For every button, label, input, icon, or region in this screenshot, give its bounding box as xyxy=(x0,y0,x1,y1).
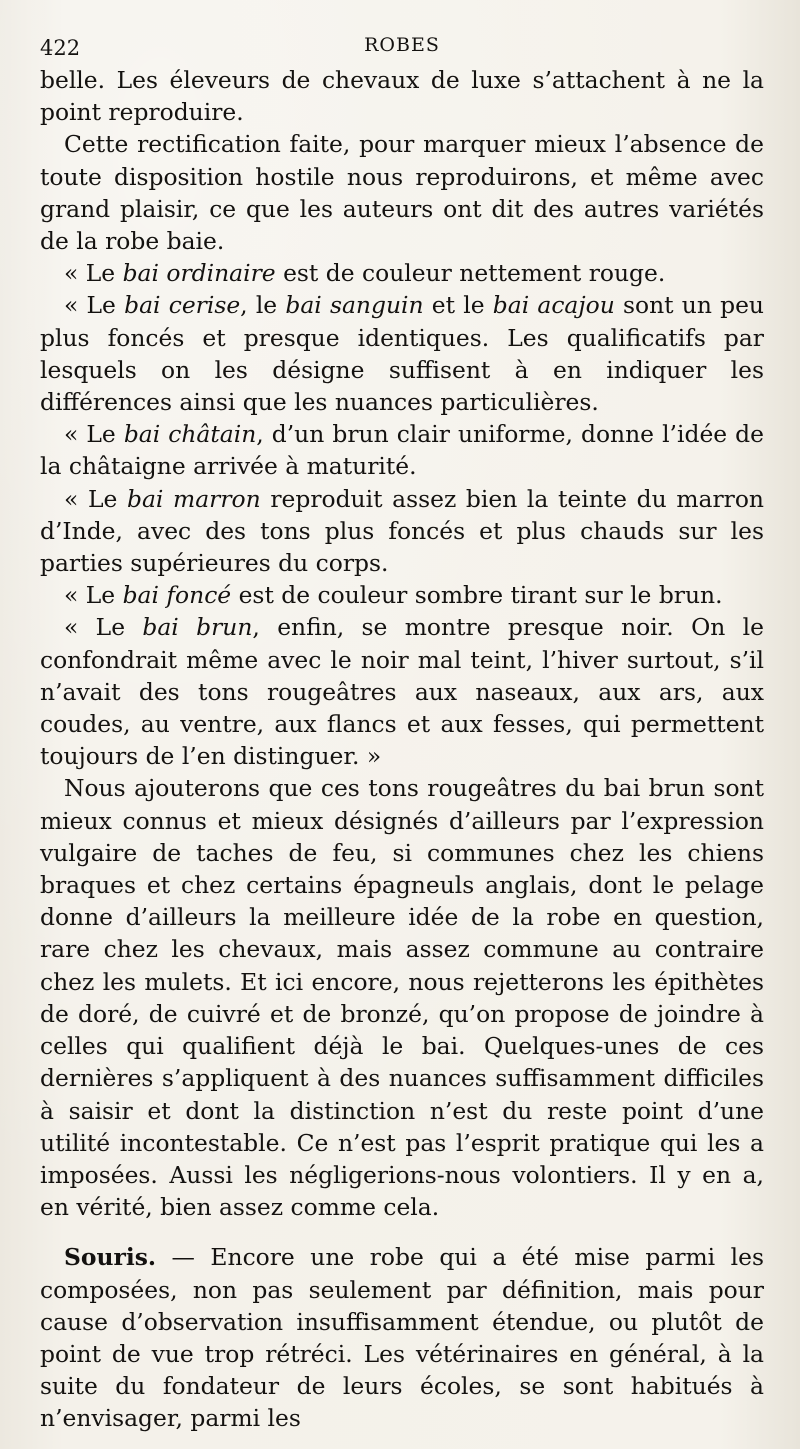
paragraph-taches-de-feu xyxy=(40,772,764,1223)
term-italic: bai marron xyxy=(126,484,261,513)
term-italic: bai acajou xyxy=(492,291,615,320)
running-title: ROBES xyxy=(364,34,440,56)
text-segment: sont un peu plus foncés et presque identiques. Les qualificatifs par lesquels on les désigne suffisent à en indiquer les différences ainsi que les nuances particulières. xyxy=(40,291,764,417)
term-italic: bai foncé xyxy=(122,581,232,610)
text-segment: , le xyxy=(240,291,286,320)
text-segment: — Encore une robe qui a été mise parmi les composées, non pas seulement par définition, mais pour cause d’observation insuffisamment étendue, ou plutôt de point de vue trop rétréci. Les vétérinaires en général, à la suite du fondateur de leurs écoles, se sont habitués à n’envisager, parmi les xyxy=(40,1243,764,1433)
text-segment: « Le xyxy=(64,484,127,513)
quote-bai-marron xyxy=(40,483,764,580)
text-segment: Nous ajouterons que ces tons rougeâtres du bai brun sont mieux connus et mieux désignés d’ailleurs par l’expression vulgaire de taches de feu, si communes chez les chiens braques et chez certains épagneuls anglais, dont le pelage donne d’ailleurs la meilleure idée de la robe en question, rare chez les chevaux, mais assez commune au contraire chez les mulets. Et ici encore, nous rejetterons les épithètes de doré, de cuivré et de bronzé, qu’on propose de joindre à celles qui qualifient déjà le bai. Quelques-unes de ces dernières s’appliquent à des nuances suffisamment difficiles à saisir et dont la distinction n’est du reste point d’une utilité incontestable. Ce n’est pas l’esprit pratique qui les a imposées. Aussi les négligerions-nous volontiers. Il y en a, en vérité, bien assez comme cela. xyxy=(40,774,764,1222)
text-segment: est de couleur sombre tirant sur le brun. xyxy=(231,581,723,610)
text-segment: « Le xyxy=(64,291,125,320)
text-segment: , d’un brun clair uniforme, donne l’idée de la châtaigne arrivée à maturité. xyxy=(40,420,765,481)
paragraph-rectification xyxy=(40,128,764,257)
text-segment: est de couleur nettement rouge. xyxy=(275,259,666,288)
text-segment: belle. Les éleveurs de chevaux de luxe s’attachent à ne la point reproduire. xyxy=(40,66,764,127)
quote-bai-cerise xyxy=(40,289,764,418)
quote-bai-chatain xyxy=(40,418,764,482)
page-body xyxy=(40,64,764,1435)
quote-bai-fonce xyxy=(40,579,764,611)
text-segment: « Le xyxy=(64,420,124,449)
term-italic: bai cerise xyxy=(124,291,241,320)
paragraph-continuation xyxy=(40,64,764,128)
term-italic: bai châtain xyxy=(123,420,257,449)
section-souris xyxy=(40,1241,764,1434)
text-segment: « Le xyxy=(64,613,143,642)
quote-bai-ordinaire xyxy=(40,257,764,289)
term-italic: bai sanguin xyxy=(285,291,424,320)
text-segment: et le xyxy=(423,291,493,320)
text-segment: « Le xyxy=(64,581,123,610)
running-head xyxy=(40,28,764,58)
text-segment: reproduit assez bien la teinte du marron d’Inde, avec des tons plus foncés et plus chauds sur les parties supérieures du corps. xyxy=(40,484,764,578)
text-segment: « Le xyxy=(64,259,123,288)
page-number: 422 xyxy=(40,36,81,60)
text-segment: , enfin, se montre presque noir. On le confondrait même avec le noir mal teint, l’hiver surtout, s’il n’avait des tons rougeâtres aux naseaux, aux ars, aux coudes, au ventre, aux flancs et aux fesses, qui permettent toujours de l’en distinguer. » xyxy=(40,613,764,771)
quote-bai-brun xyxy=(40,611,764,772)
text-segment: Cette rectification faite, pour marquer mieux l’absence de toute disposition hostile nous reproduirons, et même avec grand plaisir, ce que les auteurs ont dit des autres variétés de la robe baie. xyxy=(40,130,764,256)
term-italic: bai ordinaire xyxy=(122,259,276,288)
term-italic: bai brun xyxy=(142,613,253,642)
section-heading-souris: Souris. xyxy=(64,1243,157,1272)
